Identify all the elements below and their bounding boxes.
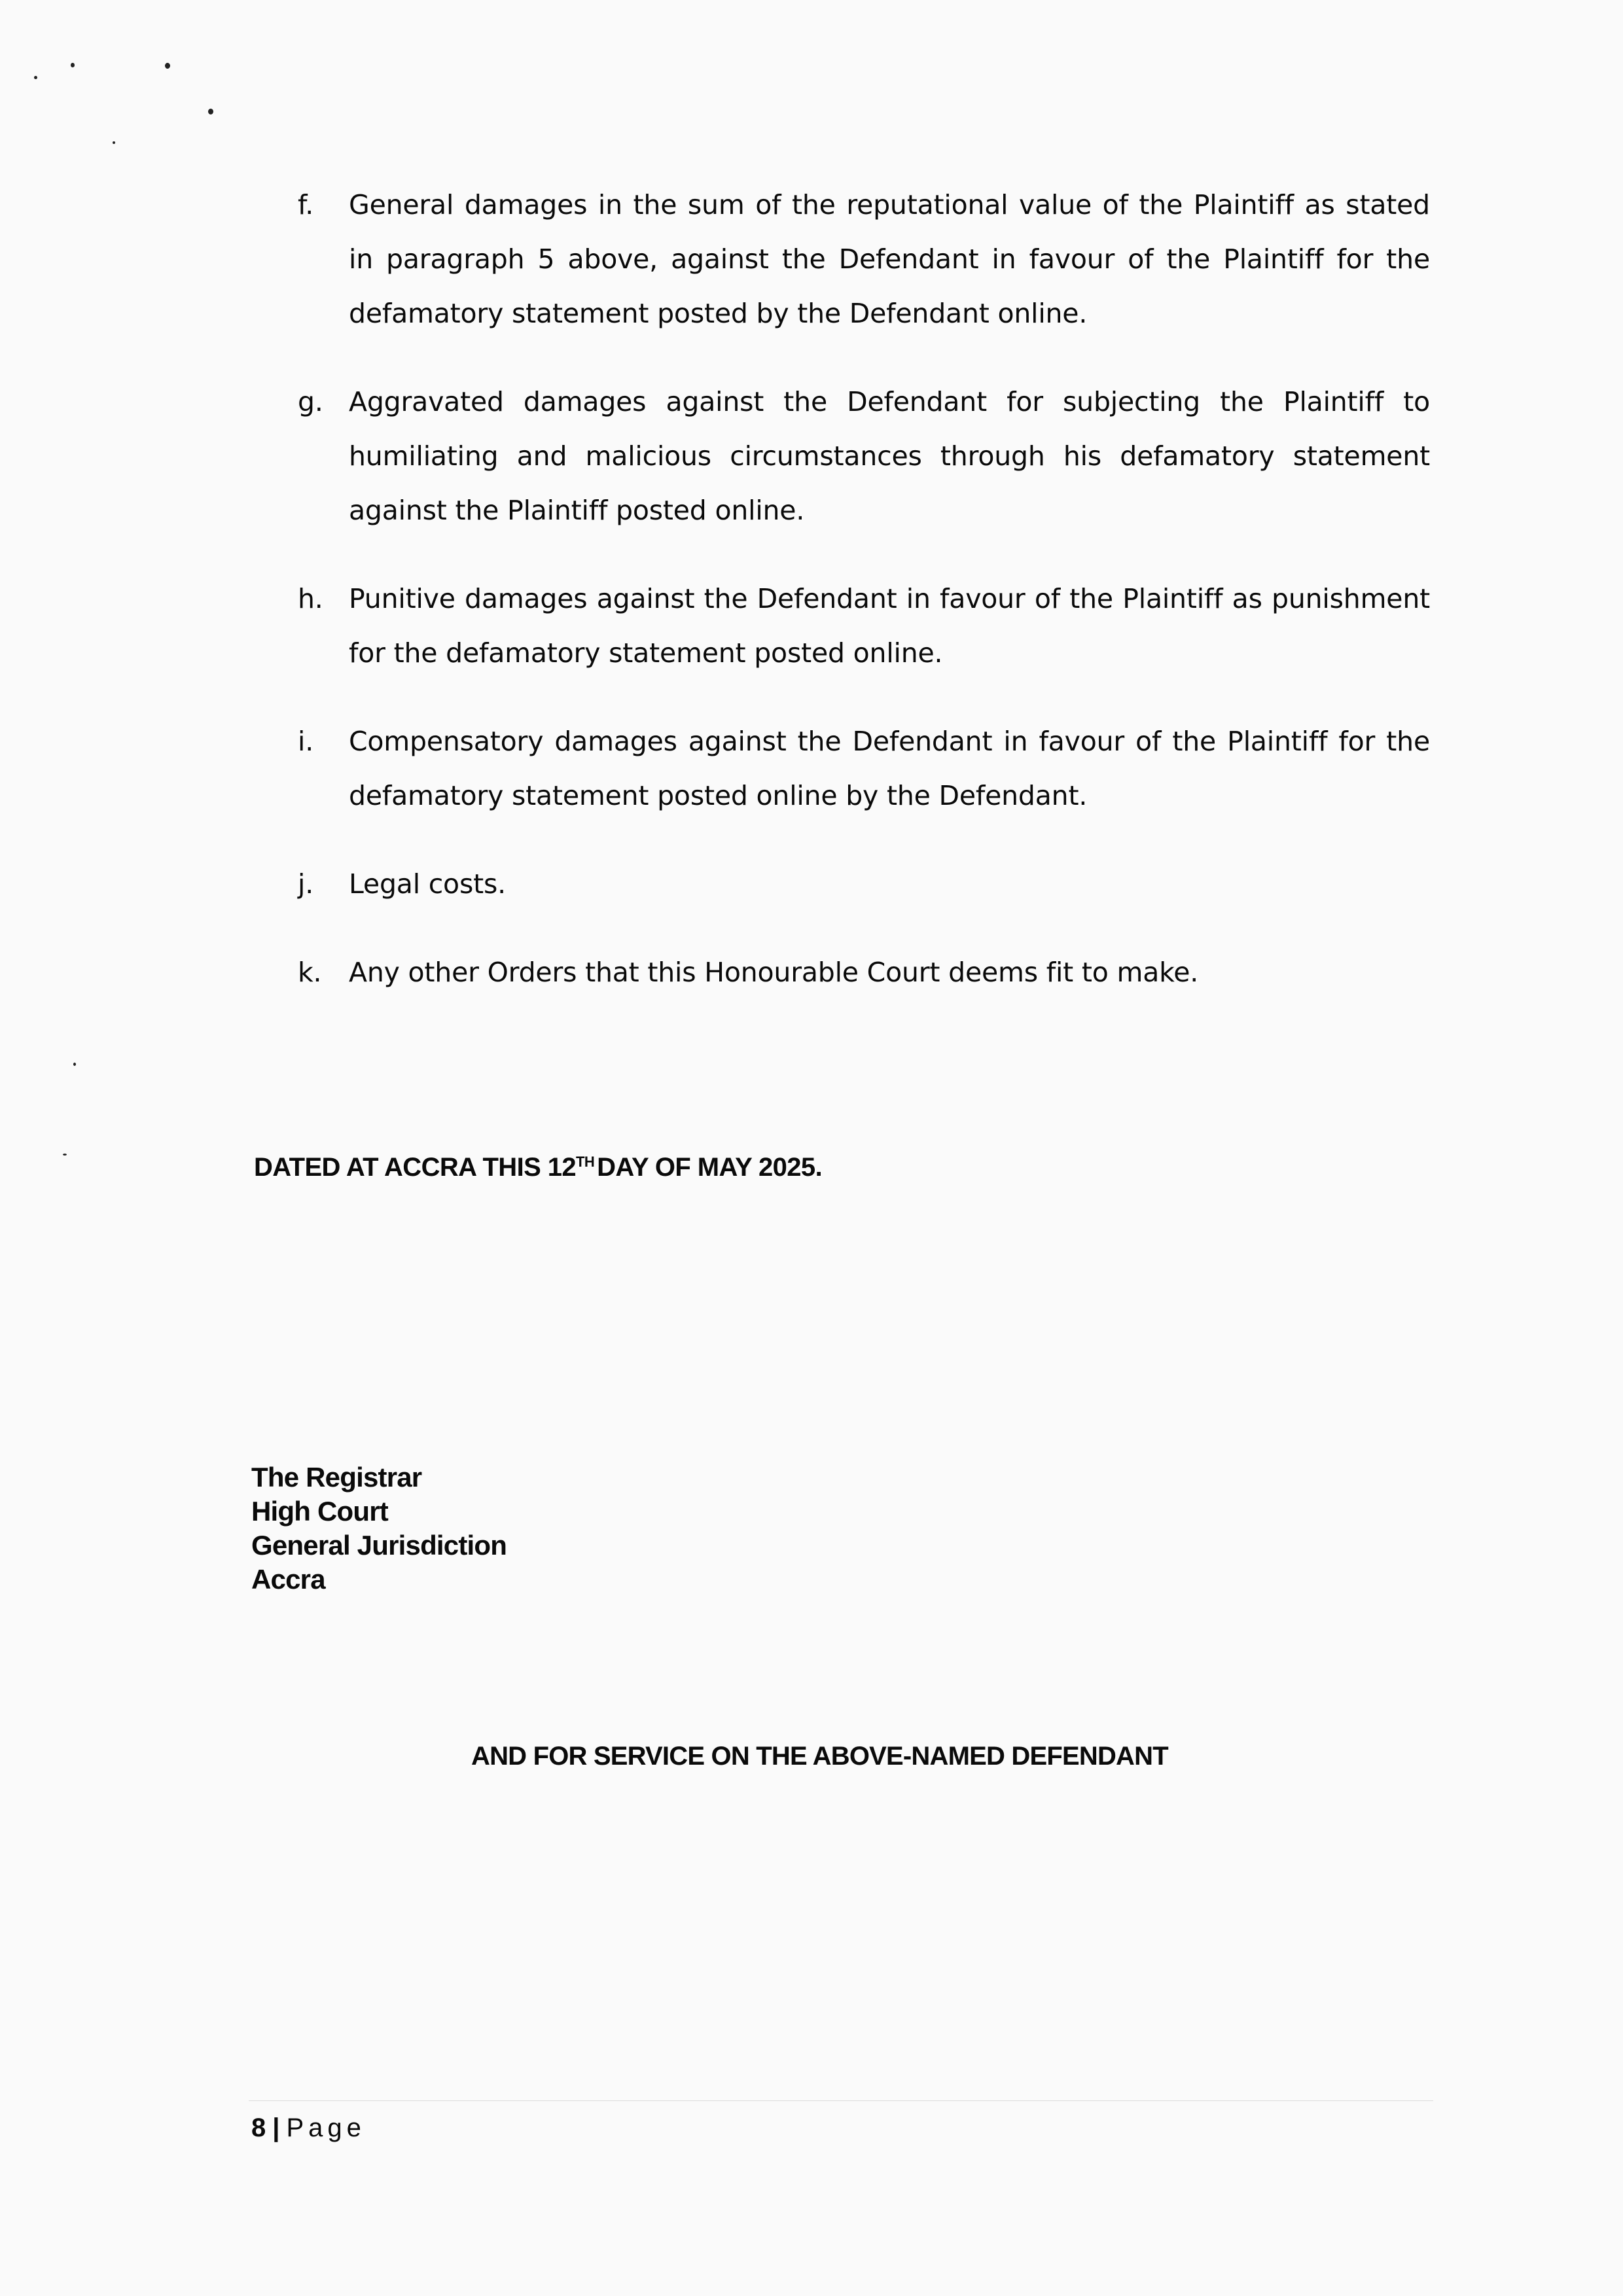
relief-item-g <box>298 375 1430 538</box>
relief-text: General damages in the sum of the reputational value of the Plaintiff as stated in paragraph 5 above, against the Defendant in favour of the Plaintiff for the defamatory statement posted by the Defendant online. <box>349 189 1430 329</box>
relief-list <box>298 178 1430 1034</box>
dated-rest: DAY OF MAY 2025. <box>597 1153 823 1182</box>
page-word: Page <box>286 2113 366 2142</box>
list-marker: j. <box>298 868 314 900</box>
address-line-city: Accra <box>251 1564 325 1595</box>
relief-text: Legal costs. <box>349 868 506 900</box>
relief-text: Compensatory damages against the Defendant in favour of the Plaintiff for the defamatory statement posted online by the Defendant. <box>349 726 1430 811</box>
ordinal-suffix: TH <box>576 1154 595 1170</box>
list-marker: h. <box>298 583 323 614</box>
relief-item-f <box>298 178 1430 341</box>
dated-line <box>254 1153 822 1182</box>
relief-text: Any other Orders that this Honourable Court deems fit to make. <box>349 957 1199 988</box>
list-marker: k. <box>298 957 322 988</box>
address-line-jurisdiction: General Jurisdiction <box>251 1530 507 1561</box>
scan-speck <box>165 63 170 69</box>
relief-text: Punitive damages against the Defendant in favour of the Plaintiff as punishment for the defamatory statement posted online. <box>349 583 1430 669</box>
scan-speck <box>34 76 37 79</box>
relief-item-j <box>298 857 1430 911</box>
address-line-court: High Court <box>251 1496 388 1527</box>
scan-speck <box>71 63 75 67</box>
page-footer <box>251 2113 366 2143</box>
address-line-registrar: The Registrar <box>251 1462 422 1492</box>
list-marker: f. <box>298 189 314 221</box>
relief-item-k <box>298 945 1430 1000</box>
dated-prefix: DATED AT ACCRA THIS 12 <box>254 1153 576 1182</box>
relief-text: Aggravated damages against the Defendant for subjecting the Plaintiff to humiliating and malicious circumstances through his defamatory statement against the Plaintiff posted online. <box>349 386 1430 526</box>
relief-item-h <box>298 572 1430 680</box>
scan-speck <box>73 1063 76 1066</box>
list-marker: g. <box>298 386 323 417</box>
scan-speck <box>113 141 115 144</box>
list-marker: i. <box>298 726 314 757</box>
scan-speck <box>63 1154 67 1156</box>
footer-separator: | <box>272 2113 280 2142</box>
footer-divider <box>249 2100 1433 2101</box>
registrar-address <box>251 1460 507 1597</box>
scan-speck <box>208 109 213 115</box>
service-line: AND FOR SERVICE ON THE ABOVE-NAMED DEFENDANT <box>471 1742 1168 1771</box>
page-number: 8 <box>251 2113 266 2142</box>
relief-item-i <box>298 715 1430 823</box>
